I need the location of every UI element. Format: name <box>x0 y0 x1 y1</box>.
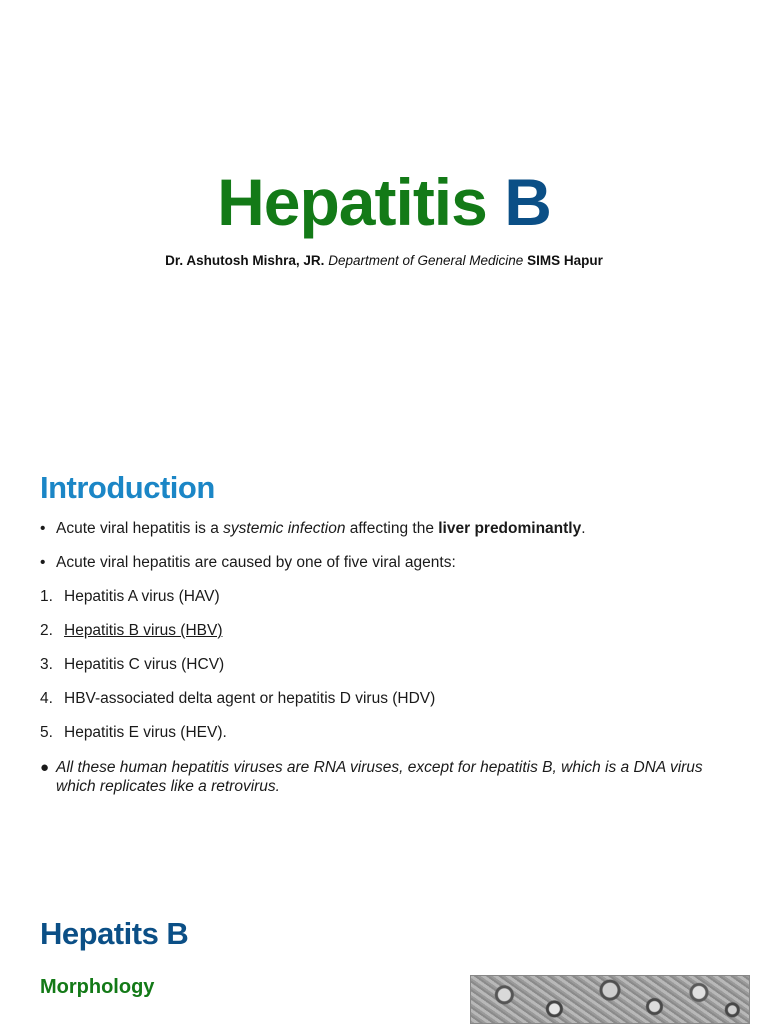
title-word-hepatitis: Hepatitis <box>217 165 487 239</box>
list-item <box>40 587 220 607</box>
list-item-text: Hepatitis A virus (HAV) <box>64 588 220 605</box>
list-item <box>40 621 222 641</box>
list-item <box>40 655 224 675</box>
bullet-1-text-mid: affecting the <box>345 520 439 537</box>
hepatitis-b-heading: Hepatits B <box>40 916 189 951</box>
list-number: 2. <box>40 622 53 639</box>
list-number: 1. <box>40 588 53 605</box>
list-item-text: Hepatitis E virus (HEV). <box>64 724 227 741</box>
bullet-1-italic: systemic infection <box>223 520 346 537</box>
list-item-text: Hepatitis C virus (HCV) <box>64 656 225 673</box>
note-bullet-marker: ● <box>40 759 50 776</box>
intro-bullet-1 <box>40 519 586 539</box>
morphology-subheading: Morphology <box>40 976 155 998</box>
bullet-marker: • <box>40 554 46 571</box>
bullet-1-text-post: . <box>581 520 586 537</box>
institution-name: SIMS Hapur <box>527 253 603 268</box>
document-title <box>0 162 768 242</box>
note-text: All these human hepatitis viruses are RNA viruses, except for hepatitis B, which is a DNA virus which replicates like a retrovirus. <box>56 759 703 795</box>
author-name: Dr. Ashutosh Mishra, JR. <box>165 253 325 268</box>
bullet-1-text-pre: Acute viral hepatitis is a <box>56 520 224 537</box>
bullet-2-text: Acute viral hepatitis are caused by one of five viral agents: <box>56 554 456 571</box>
department-name: Department of General Medicine <box>328 253 524 268</box>
list-number: 4. <box>40 690 53 707</box>
bullet-marker: • <box>40 520 46 537</box>
bullet-1-bold: liver predominantly <box>438 520 582 537</box>
list-number: 3. <box>40 656 53 673</box>
list-item-text: HBV-associated delta agent or hepatitis D virus (HDV) <box>64 690 436 707</box>
list-number: 5. <box>40 724 53 741</box>
byline <box>0 252 768 270</box>
title-word-b: B <box>504 165 551 239</box>
list-item-link-hbv[interactable]: Hepatitis B virus (HBV) <box>64 622 223 639</box>
list-item <box>40 689 435 709</box>
list-item <box>40 723 227 743</box>
intro-bullet-2 <box>40 553 456 573</box>
rna-dna-note <box>40 758 740 796</box>
electron-micrograph-image <box>470 975 750 1024</box>
introduction-heading: Introduction <box>40 470 215 505</box>
